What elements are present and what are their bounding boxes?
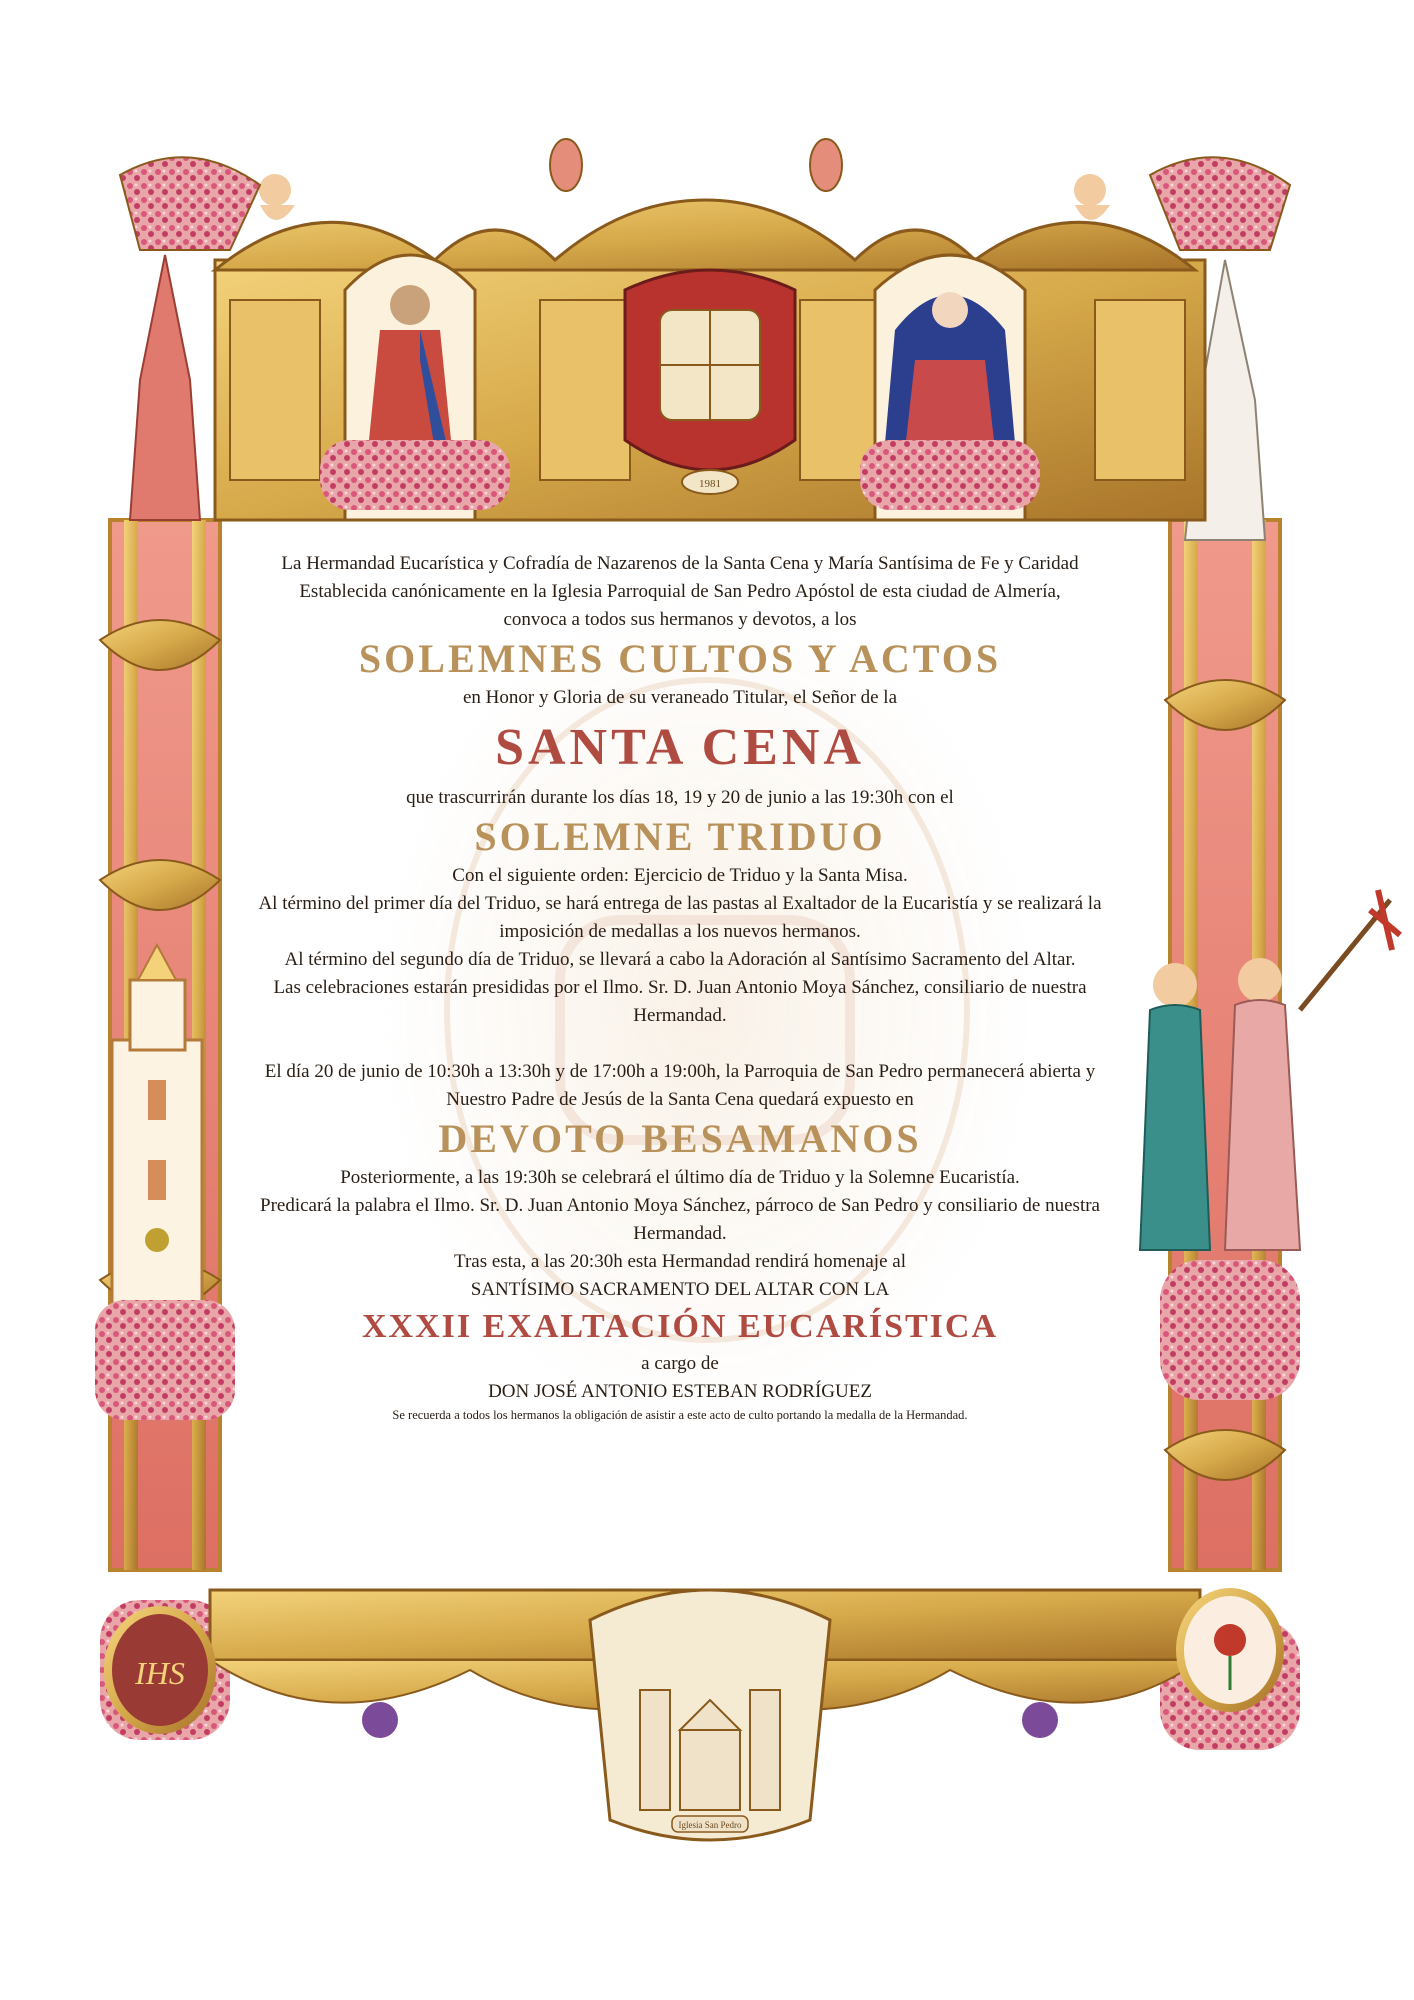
medal-reminder: Se recuerda a todos los hermanos la obligación de asistir a este acto de culto portando la medalla de la Hermandad. <box>392 1408 968 1422</box>
bottom-band <box>108 1590 1280 1840</box>
heading-devoto-besamanos: DEVOTO BESAMANOS <box>438 1116 922 1161</box>
dates-line: que trascurrirán durante los días 18, 19 y 20 de junio a las 19:30h con el <box>406 787 954 808</box>
intro-paragraph-2: Establecida canónicamente en la Iglesia Parroquial de San Pedro Apóstol de esta ciudad de Almería, <box>299 581 1061 602</box>
speaker-name: DON JOSÉ ANTONIO ESTEBAN RODRÍGUEZ <box>488 1381 872 1402</box>
post-line-2: Predicará la palabra el Ilmo. Sr. D. Juan Antonio Moya Sánchez, párroco de San Pedro y consiliario de nuestra Hermandad. <box>260 1195 1100 1244</box>
charge-line: a cargo de <box>641 1353 719 1374</box>
announcement-body <box>240 550 1120 1424</box>
intro-paragraph-1: La Hermandad Eucarística y Cofradía de Nazarenos de la Santa Cena y María Santísima de Fe y Caridad <box>281 553 1079 574</box>
bottom-plaque-text: Iglesia San Pedro <box>678 1820 742 1830</box>
heading-exaltacion-eucaristica: XXXII EXALTACIÓN EUCARÍSTICA <box>361 1308 998 1345</box>
heading-solemne-triduo: SOLEMNE TRIDUO <box>474 814 886 859</box>
rose-medallion <box>1180 1592 1280 1708</box>
intro-paragraph-3: convoca a todos sus hermanos y devotos, a los <box>503 609 857 630</box>
honor-line: en Honor y Gloria de su veraneado Titular, el Señor de la <box>462 687 898 708</box>
top-retablo <box>120 139 1290 520</box>
section-spacer <box>240 1030 1120 1058</box>
order-line-1: Con el siguiente orden: Ejercicio de Triduo y la Santa Misa. <box>452 865 908 886</box>
ihs-medallion-text: IHS <box>135 1655 185 1691</box>
post-line-3: Tras esta, a las 20:30h esta Hermandad rendirá homenaje al <box>454 1251 906 1272</box>
church-illustration <box>590 1590 830 1840</box>
top-plaque-year: 1981 <box>699 478 721 490</box>
order-line-4: Las celebraciones estarán presididas por el Ilmo. Sr. D. Juan Antonio Moya Sánchez, consiliario de nuestra Hermandad. <box>273 977 1087 1026</box>
post-line-4: SANTÍSIMO SACRAMENTO DEL ALTAR CON LA <box>470 1279 890 1300</box>
besamanos-intro: El día 20 de junio de 10:30h a 13:30h y de 17:00h a 19:00h, la Parroquia de San Pedro permanecerá abierta y Nuestro Padre de Jesús de la Santa Cena quedará expuesto en <box>264 1061 1096 1110</box>
order-line-2: Al término del primer día del Triduo, se hará entrega de las pastas al Exaltador de la Eucaristía y se realizará la imposición de medallas a los nuevos hermanos. <box>258 893 1102 942</box>
heading-santa-cena: SANTA CENA <box>495 719 865 776</box>
ihs-medallion <box>108 1610 212 1730</box>
heading-solemnes-cultos: SOLEMNES CULTOS Y ACTOS <box>358 636 1002 681</box>
order-line-3: Al término del segundo día de Triduo, se llevará a cabo la Adoración al Santísimo Sacramento del Altar. <box>284 949 1076 970</box>
post-line-1: Posteriormente, a las 19:30h se celebrará el último día de Triduo y la Solemne Eucaristía. <box>340 1167 1020 1188</box>
